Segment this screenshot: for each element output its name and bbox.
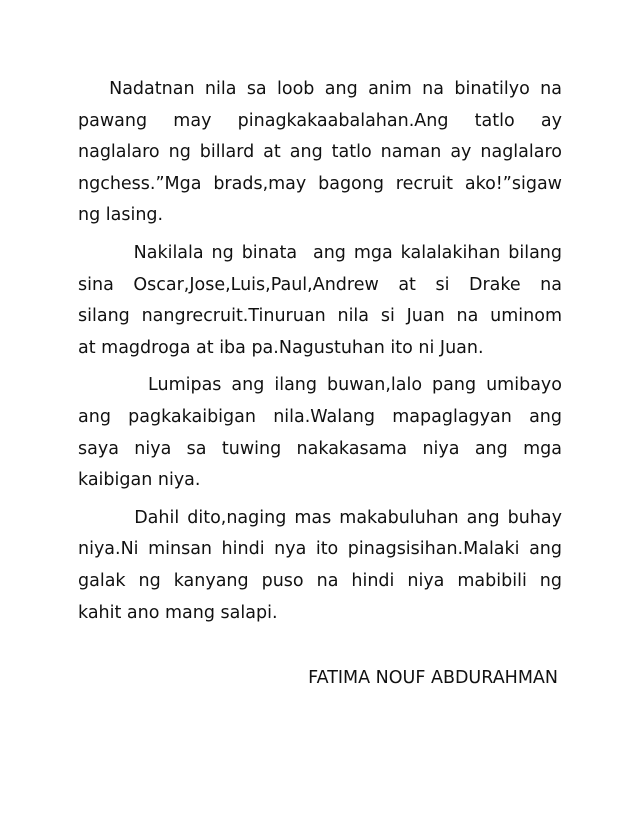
paragraph-line: galak ng kanyang puso na hindi niya mabibili ng: [78, 570, 562, 591]
paragraph-line: at magdroga at iba pa.Nagustuhan ito ni Juan.: [78, 337, 484, 358]
paragraph-line: kaibigan niya.: [78, 470, 201, 491]
paragraph-line: saya niya sa tuwing nakakasama niya ang mga: [78, 438, 562, 459]
paragraph-1: [78, 74, 562, 232]
paragraph-line: ang pagkakaibigan nila.Walang mapaglagyan ang: [78, 406, 562, 427]
signature-spacing: [78, 629, 562, 663]
paragraph-line: naglalaro ng billard at ang tatlo naman ay naglalaro: [78, 142, 562, 163]
paragraph-line: Nadatnan nila sa loob ang anim na binatilyo na: [78, 79, 562, 99]
paragraph-line: ng lasing.: [78, 205, 164, 226]
paragraph-4: [78, 503, 562, 629]
paragraph-line: pawang may pinagkakaabalahan.Ang tatlo ay: [78, 110, 562, 131]
paragraph-line: ngchess.”Mga brads,may bagong recruit ako!”sigaw: [78, 173, 562, 194]
paragraph-line: kahit ano mang salapi.: [78, 602, 278, 623]
paragraph-3: [78, 370, 562, 496]
paragraph-line: sina Oscar,Jose,Luis,Paul,Andrew at si Drake na: [78, 274, 562, 295]
author-signature: FATIMA NOUF ABDURAHMAN: [308, 668, 558, 689]
paragraph-line: niya.Ni minsan hindi nya ito pinagsisihan.Malaki ang: [78, 539, 562, 560]
paragraph-line: Nakilala ng binata ang mga kalalakihan bilang: [78, 242, 562, 263]
paragraph-line: silang nangrecruit.Tinuruan nila si Juan na uminom: [78, 306, 562, 327]
document-page: [78, 74, 562, 695]
paragraph-2: [78, 238, 562, 364]
paragraph-line: Lumipas ang ilang buwan,lalo pang umibayo: [78, 375, 562, 396]
paragraph-line: Dahil dito,naging mas makabuluhan ang buhay: [78, 507, 562, 528]
